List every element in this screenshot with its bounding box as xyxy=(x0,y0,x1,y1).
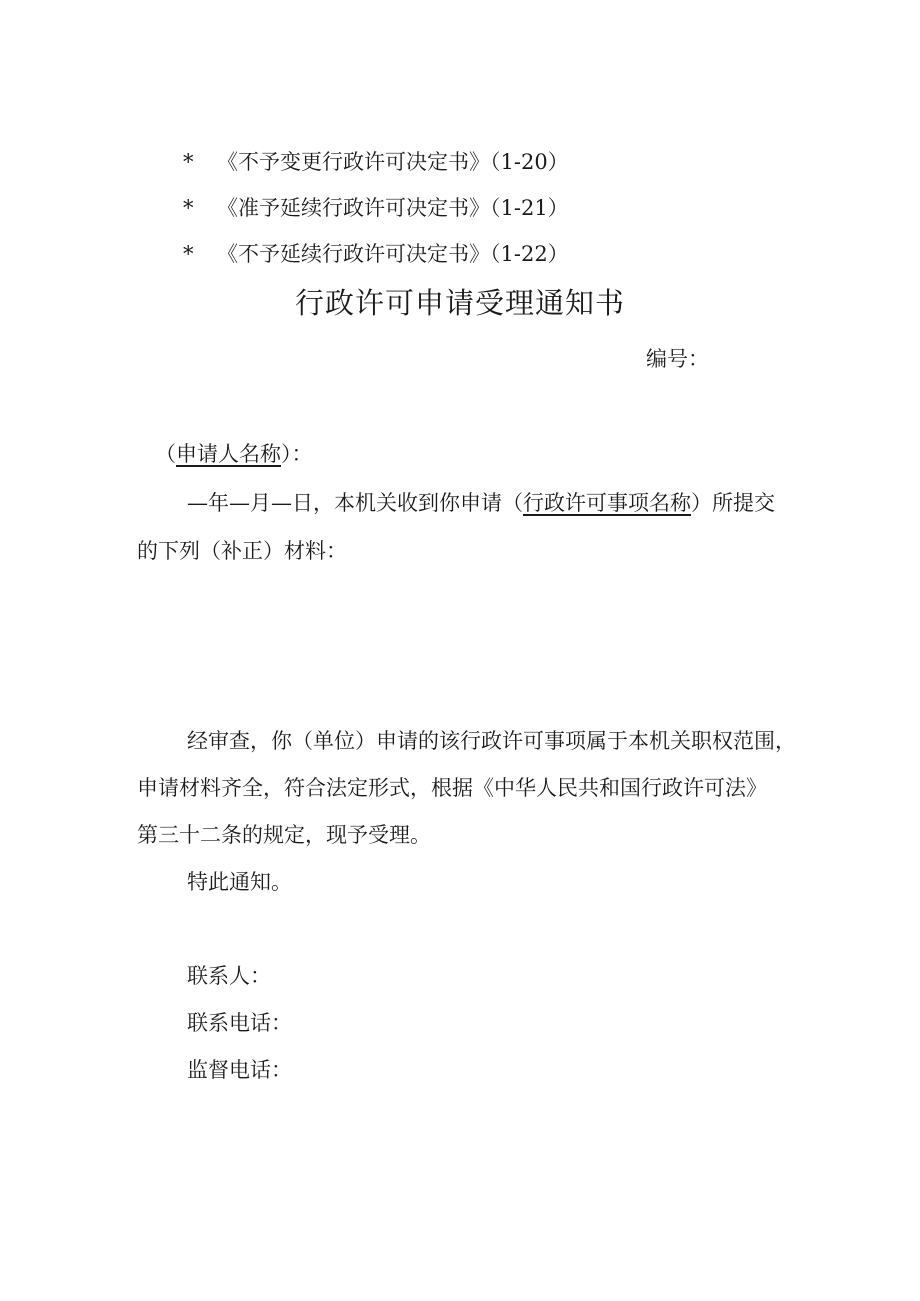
bullet-star: * xyxy=(183,196,194,220)
paragraph-review-line3: 第三十二条的规定，现予受理。 xyxy=(137,823,431,847)
paragraph-review-line2: 申请材料齐全，符合法定形式，根据《中华人民共和国行政许可法》 xyxy=(137,776,767,800)
paragraph-review-line1: 经审查，你（单位）申请的该行政许可事项属于本机关职权范围， xyxy=(187,729,796,753)
bullet-star: * xyxy=(183,242,194,266)
bullet-text: 《准予延续行政许可决定书》（1-21） xyxy=(217,196,569,220)
bullet-text: 《不予延续行政许可决定书》（1-22） xyxy=(217,242,569,266)
paragraph-receipt-line1 xyxy=(187,489,775,517)
paren-close: ）： xyxy=(281,442,313,466)
bullet-item xyxy=(183,240,569,268)
document-title: 行政许可申请受理通知书 xyxy=(294,286,625,320)
bullet-item xyxy=(183,194,569,222)
bullet-item xyxy=(183,148,569,176)
applicant-name-placeholder: 申请人名称 xyxy=(176,442,281,466)
salutation xyxy=(155,440,313,468)
notice-text: 特此通知。 xyxy=(187,870,292,894)
bullet-text: 《不予变更行政许可决定书》（1-20） xyxy=(217,150,569,174)
permit-item-placeholder: 行政许可事项名称 xyxy=(523,491,691,515)
paren-open: （ xyxy=(155,442,176,466)
receipt-prefix: —年—月—日，本机关收到你申请（ xyxy=(187,491,523,515)
paragraph-receipt-line2: 的下列（补正）材料： xyxy=(137,539,347,563)
supervision-phone: 监督电话： xyxy=(187,1058,292,1082)
receipt-suffix: ）所提交 xyxy=(691,491,775,515)
contact-phone: 联系电话： xyxy=(187,1011,292,1035)
bullet-star: * xyxy=(183,150,194,174)
contact-person: 联系人： xyxy=(187,964,271,988)
number-label: 编号： xyxy=(646,347,709,371)
